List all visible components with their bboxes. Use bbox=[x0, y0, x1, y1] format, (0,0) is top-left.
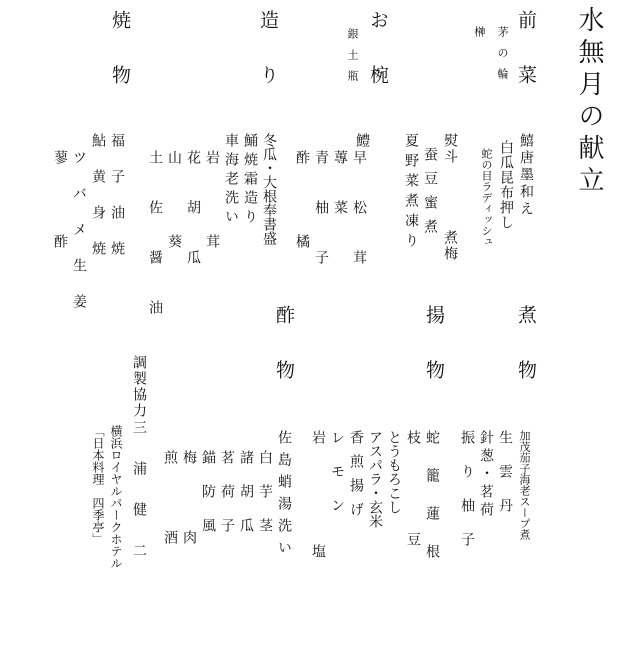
agemono-item-0: 蛇籠蓮根 bbox=[424, 430, 440, 582]
sunomono-item-0: 佐島蛸湯洗い bbox=[276, 430, 292, 562]
yakimono-heading: 焼物 bbox=[109, 10, 131, 120]
zensai-item-5: 蚕豆蜜煮 bbox=[422, 147, 438, 243]
otsukuri-heading: 造り bbox=[257, 10, 279, 120]
agemono-item-1: 枝豆 bbox=[405, 430, 421, 634]
owan-heading: お椀 bbox=[367, 10, 389, 120]
credits-org2: 「日本料理 四季亭」 bbox=[91, 425, 105, 545]
zensai-item-1: 白瓜昆布押し bbox=[498, 140, 514, 230]
credits-org: 横浜ロイヤルパークホテル bbox=[109, 425, 123, 569]
zensai-sub2: 榊 bbox=[473, 26, 486, 38]
otsukuri-item-5: 山葵 bbox=[166, 150, 182, 318]
sunomono-item-6: 煎酒 bbox=[162, 450, 178, 610]
credits-chef: 三浦健二 bbox=[131, 420, 147, 584]
otsukuri-item-2: 車海老洗い bbox=[223, 133, 239, 228]
agemono-item-5: レモン bbox=[329, 430, 345, 532]
sunomono-item-5: 梅肉 bbox=[181, 450, 197, 610]
yakimono-item-3: 蓼酢 bbox=[52, 150, 68, 318]
otsukuri-item-3: 岩茸 bbox=[204, 150, 220, 318]
nimono-item-0: 加茂茄子海老スープ煮 bbox=[518, 430, 531, 540]
nimono-item-1: 生雲丹 bbox=[497, 430, 513, 532]
zensai-sub: 茅の輪 bbox=[496, 26, 509, 89]
otsukuri-item-4: 花胡瓜 bbox=[185, 150, 201, 300]
sunomono-item-4: 錨防風 bbox=[200, 450, 216, 552]
credits-label: 調製協力 bbox=[131, 355, 147, 419]
yakimono-item-1: 鮎黄身焼 bbox=[90, 133, 106, 277]
zensai-item-4: 煮梅 bbox=[442, 230, 458, 262]
sunomono-item-2: 諸胡瓜 bbox=[238, 450, 254, 552]
agemono-item-6: 岩塩 bbox=[310, 430, 326, 658]
menu-title: 水無月の献立 bbox=[574, 6, 604, 198]
owan-item-2: 蓴菜 bbox=[332, 150, 348, 250]
yakimono-item-0: 福子油焼 bbox=[109, 133, 125, 277]
sunomono-item-1: 白芋茎 bbox=[257, 450, 273, 552]
nimono-heading: 煮物 bbox=[515, 305, 537, 415]
owan-sub: 銀土瓶 bbox=[346, 28, 359, 91]
agemono-item-3: アスパラ・玄米 bbox=[367, 430, 383, 528]
agemono-item-4: 香煎揚げ bbox=[348, 430, 364, 526]
nimono-item-2: 針葱・茗荷 bbox=[478, 430, 494, 520]
otsukuri-item-1: 鯒焼霜造り bbox=[242, 133, 258, 228]
agemono-item-2: とうもろこし bbox=[386, 430, 402, 514]
zensai-heading: 前菜 bbox=[515, 10, 537, 120]
yakimono-item-2: ツバメ生姜 bbox=[71, 150, 87, 330]
zensai-item-3: 熨斗 bbox=[442, 133, 458, 165]
owan-item-0: 鱧 bbox=[354, 133, 370, 149]
zensai-item-2: 蛇の目ラディッシュ bbox=[480, 148, 493, 247]
agemono-heading: 揚物 bbox=[423, 305, 445, 415]
nimono-item-3: 振り柚子 bbox=[459, 430, 475, 566]
zensai-item-0: 鱚唐墨和え bbox=[518, 133, 534, 218]
zensai-item-6: 夏野菜煮凍り bbox=[403, 133, 419, 253]
owan-item-1: 早松茸 bbox=[351, 150, 367, 300]
sunomono-item-3: 茗荷子 bbox=[219, 450, 235, 552]
sunomono-heading: 酢物 bbox=[273, 305, 295, 415]
owan-item-3: 青柚子 bbox=[313, 150, 329, 300]
otsukuri-item-0: 冬瓜・大根奉書盛 bbox=[261, 133, 277, 245]
otsukuri-item-6: 土佐醤油 bbox=[147, 150, 163, 350]
owan-item-4: 酢橘 bbox=[294, 150, 310, 318]
